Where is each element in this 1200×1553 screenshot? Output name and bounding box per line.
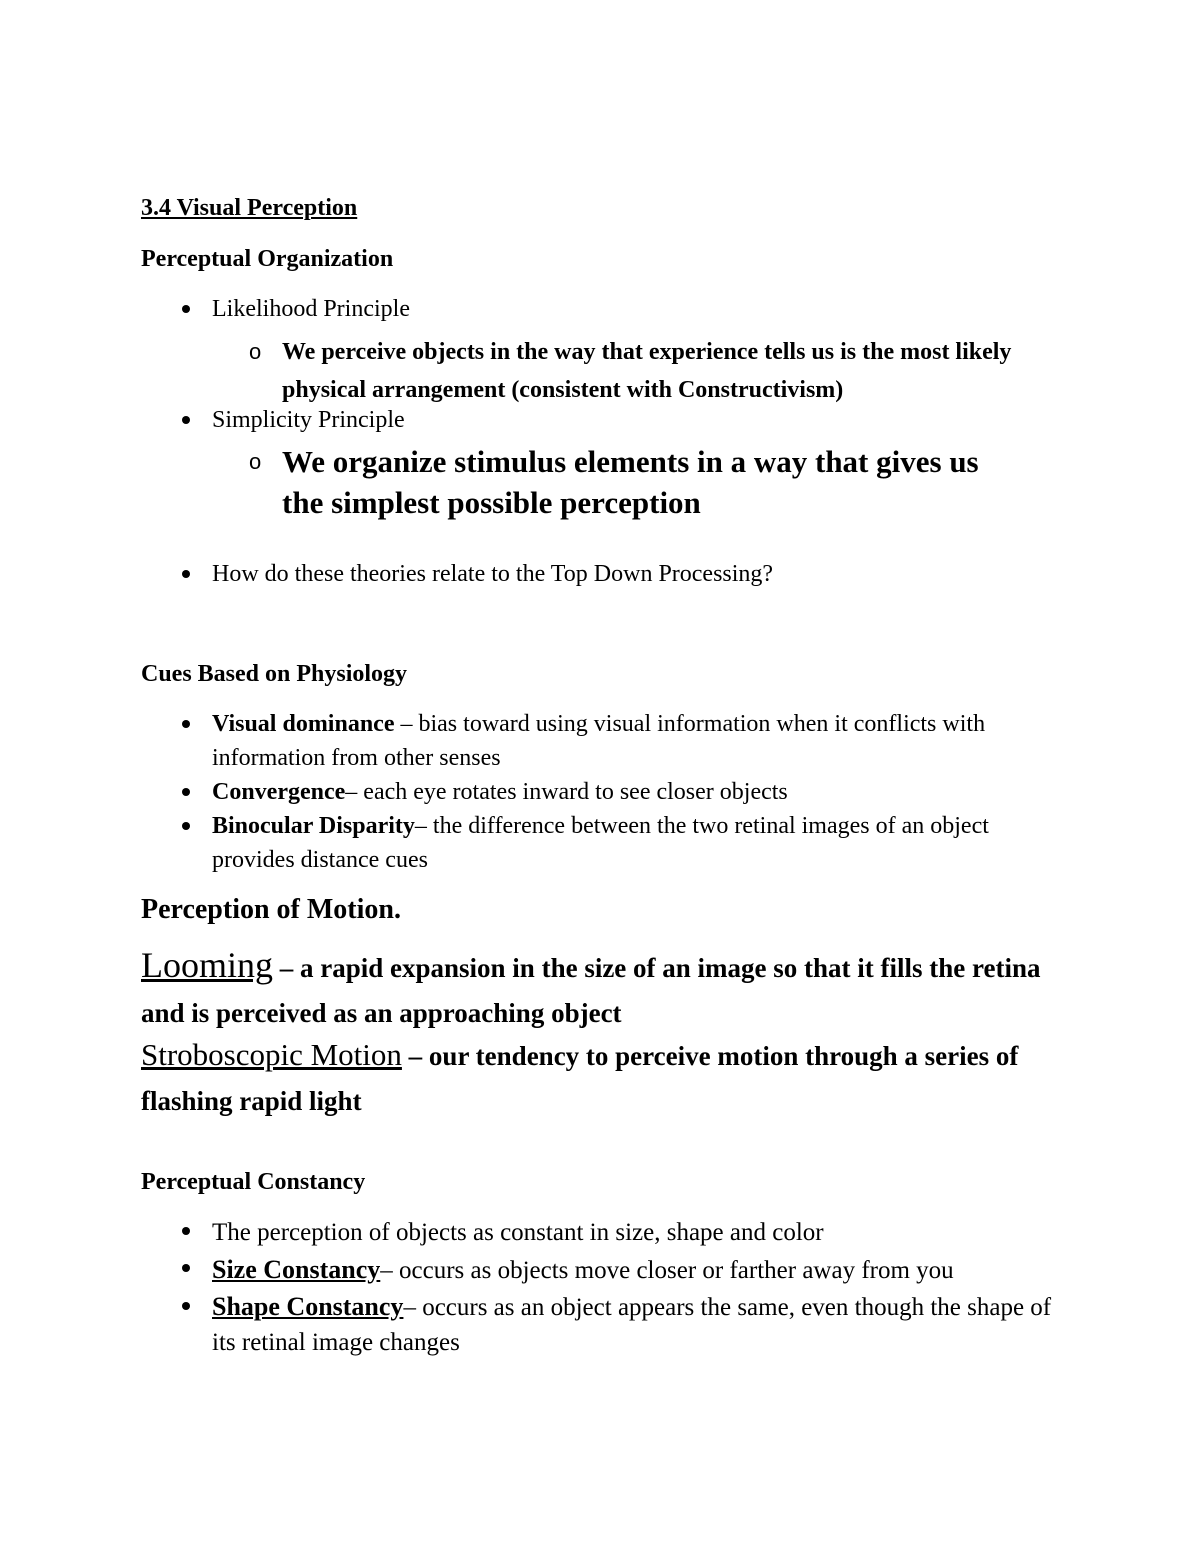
perceptual-organization-list-1	[141, 292, 1061, 326]
document-title: 3.4 Visual Perception	[141, 195, 358, 221]
constancy-list	[141, 1214, 1061, 1360]
simplicity-sublist	[141, 441, 1061, 523]
desc-looming: – a rapid expansion in the size of an image so that it fills the retina and is perceived as an approaching object	[141, 953, 1041, 1028]
perceptual-organization-list-2	[141, 403, 1061, 437]
list-item-binocular-disparity	[141, 809, 1061, 877]
heading-perceptual-organization: Perceptual Organization	[141, 246, 394, 272]
sublist-item-likelihood-definition: o We perceive objects in the way that experience tells us is the most likely physical arrangement (consistent with Constructivism)	[141, 333, 1061, 409]
paragraph-stroboscopic	[141, 1035, 1061, 1126]
term-stroboscopic-motion: Stroboscopic Motion	[141, 1037, 402, 1072]
separator: –	[345, 779, 364, 805]
term-shape-constancy: Shape Constancy	[212, 1292, 404, 1321]
list-item-constancy-definition: The perception of objects as constant in size, shape and color	[141, 1214, 1061, 1251]
list-item-convergence	[141, 775, 1061, 809]
desc-binocular-disparity: the difference between the two retinal images of an object provides distance cues	[212, 813, 989, 873]
list-item-visual-dominance	[141, 707, 1061, 775]
list-item-simplicity-principle: Simplicity Principle	[141, 403, 1061, 437]
term-visual-dominance: Visual dominance	[212, 711, 395, 737]
separator: –	[394, 711, 419, 737]
desc-size-constancy: – occurs as objects move closer or farther away from you	[380, 1257, 954, 1284]
list-item-size-constancy	[141, 1251, 1061, 1289]
cues-list	[141, 707, 1061, 877]
separator: –	[414, 813, 433, 839]
heading-cues-physiology: Cues Based on Physiology	[141, 661, 408, 687]
heading-perceptual-constancy: Perceptual Constancy	[141, 1169, 366, 1195]
paragraph-looming	[141, 945, 1061, 1038]
term-looming: Looming	[141, 945, 273, 985]
list-item-likelihood-principle: Likelihood Principle	[141, 292, 1061, 326]
desc-stroboscopic-motion: – our tendency to perceive motion through a series of flashing rapid light	[141, 1041, 1019, 1116]
term-size-constancy: Size Constancy	[212, 1255, 381, 1284]
term-convergence: Convergence	[212, 779, 346, 805]
term-binocular-disparity: Binocular Disparity	[212, 813, 415, 839]
desc-convergence: each eye rotates inward to see closer objects	[363, 779, 788, 805]
list-item-shape-constancy	[141, 1289, 1061, 1360]
heading-perception-of-motion: Perception of Motion.	[141, 894, 401, 925]
perceptual-organization-list-3	[141, 557, 1061, 591]
desc-shape-constancy: – occurs as an object appears the same, even though the shape of its retinal image changes	[212, 1294, 1052, 1356]
list-item-top-down-question: How do these theories relate to the Top Down Processing?	[141, 557, 1061, 591]
desc-visual-dominance: bias toward using visual information when it conflicts with information from other senses	[212, 711, 986, 771]
likelihood-sublist	[141, 333, 1061, 409]
sublist-item-simplicity-definition: o We organize stimulus elements in a way that gives us the simplest possible perception	[141, 441, 1061, 523]
